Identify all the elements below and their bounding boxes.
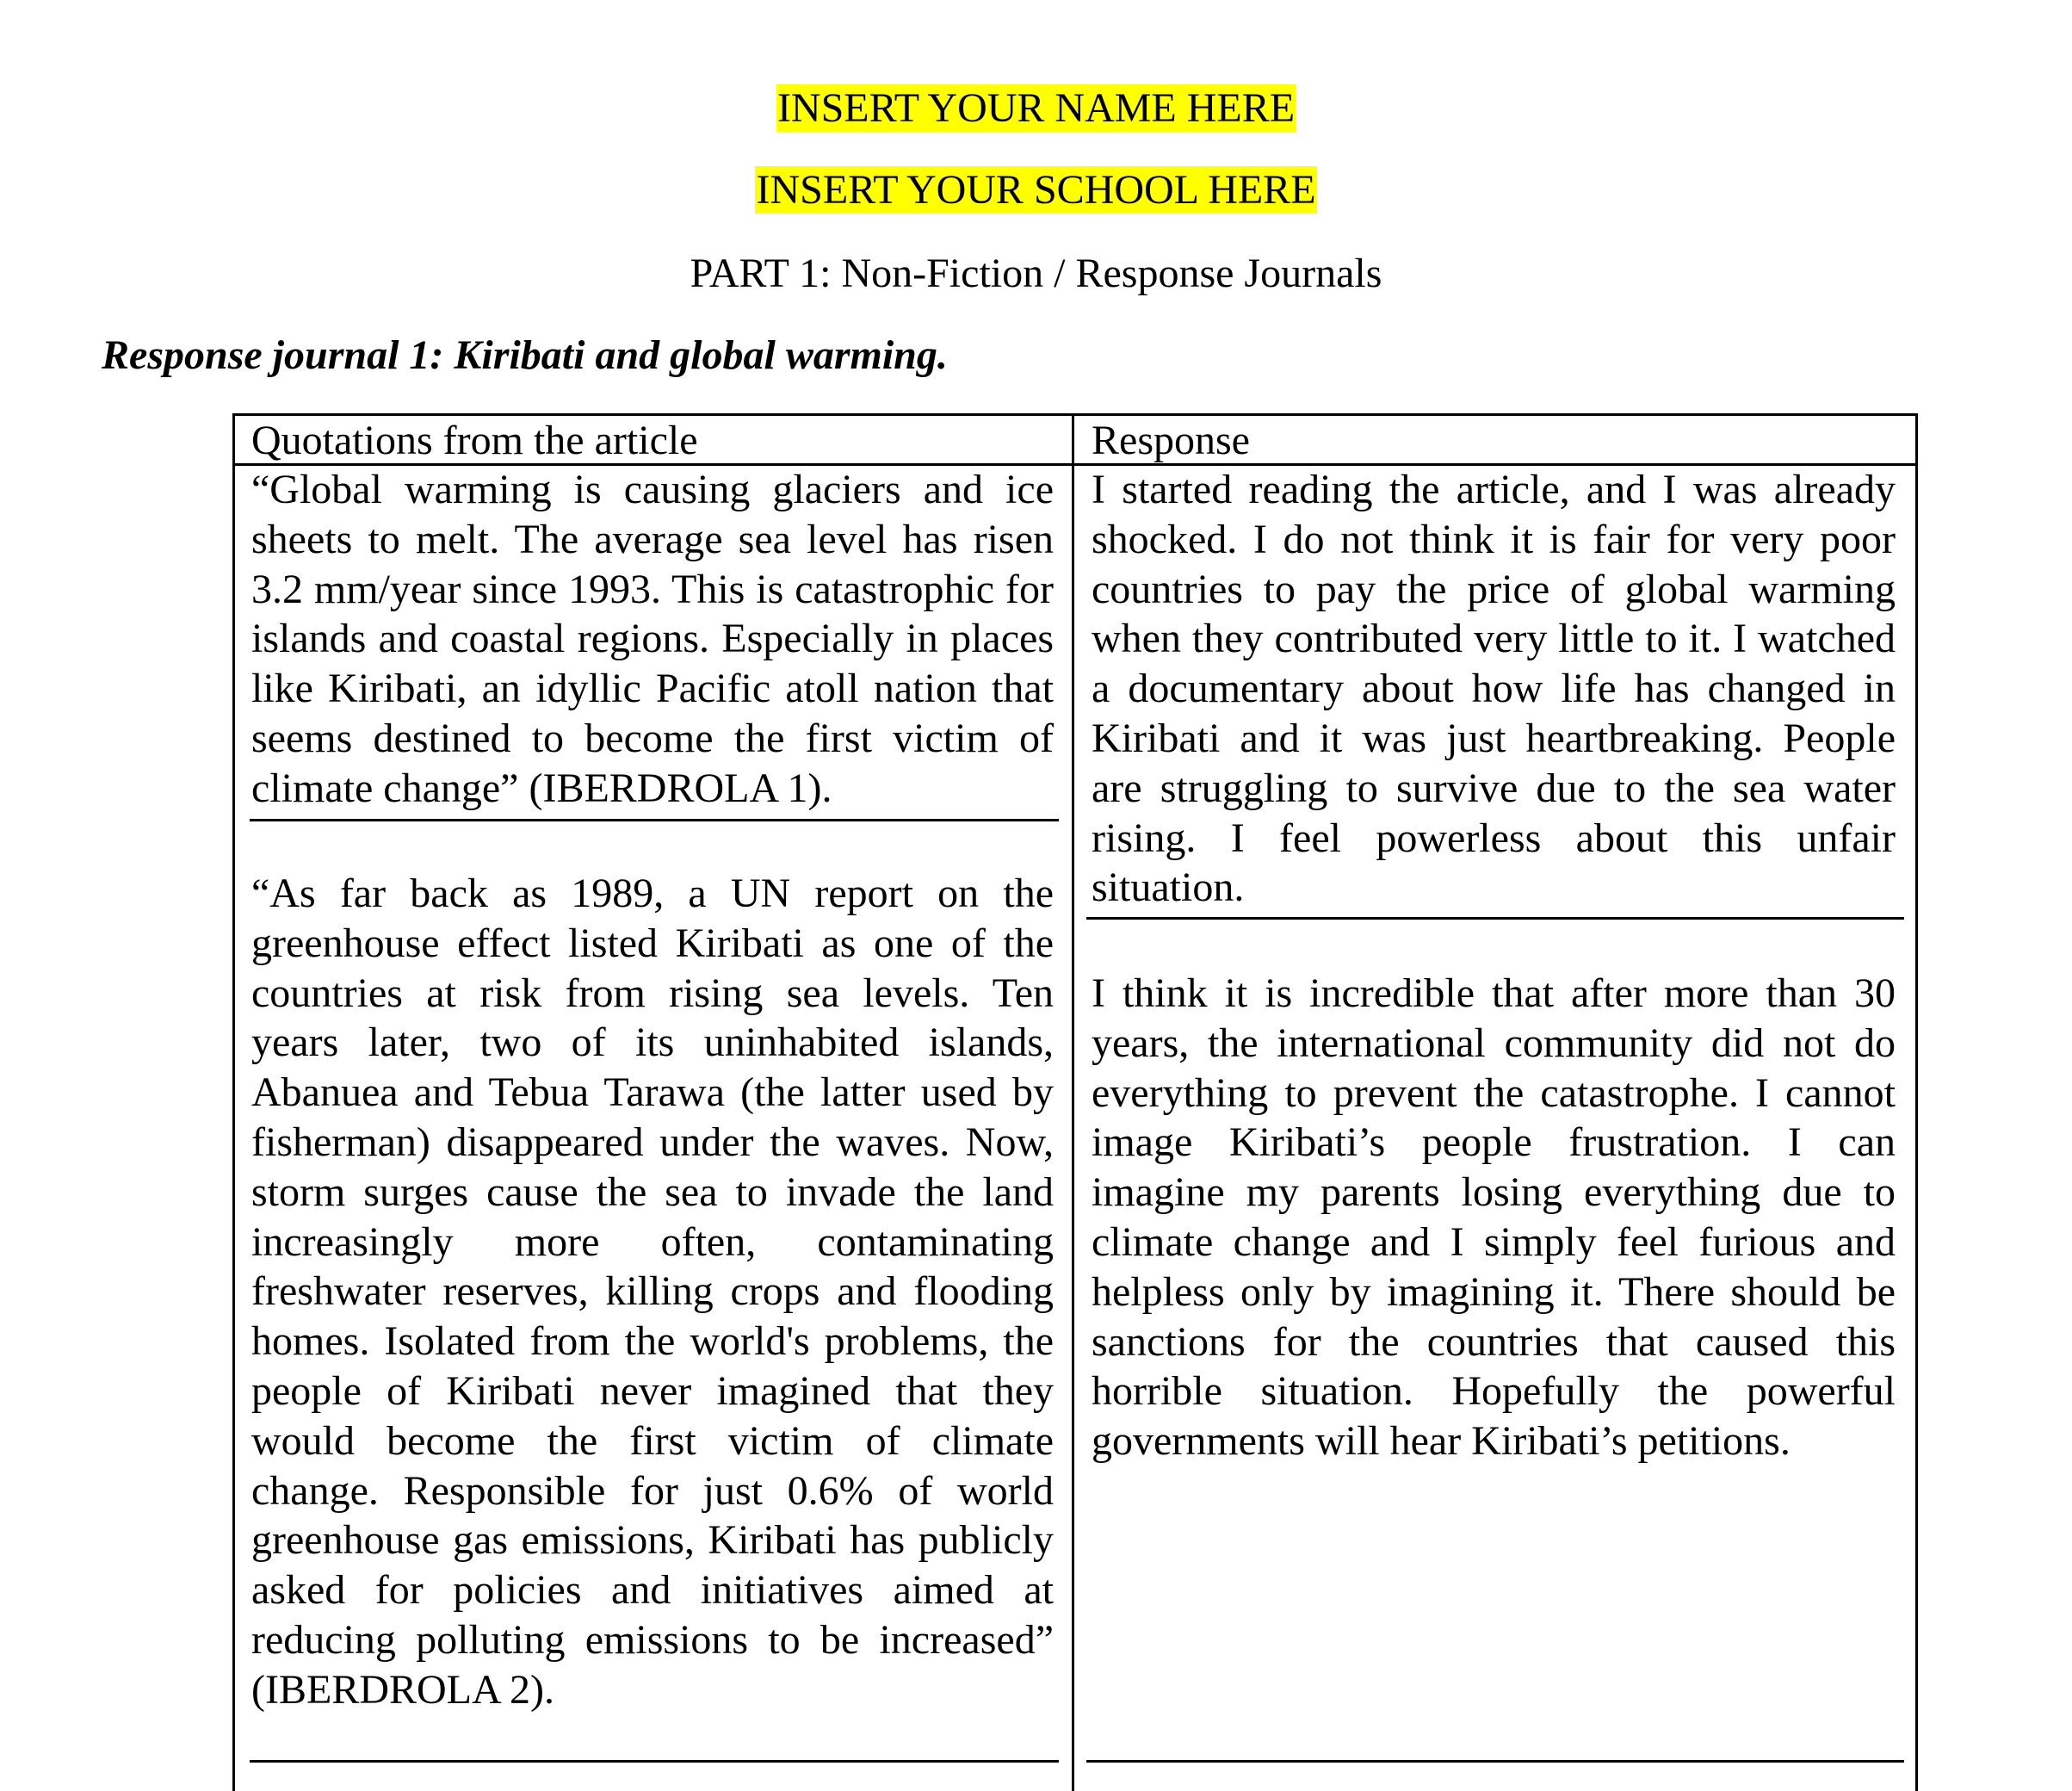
quotation-1: “Global warming is causing glaciers and ice sheets to melt. The average sea level has risen 3.2 mm/year since 1993. This is catastrophic for islands and coastal regions. Especially in places like Kiribati, an idyllic Pacific atoll nation that seems destined to become the first victim of climate change” (IBERDROLA 1). <box>251 467 1054 811</box>
school-line <box>0 166 2072 214</box>
school-placeholder: INSERT YOUR SCHOOL HERE <box>756 167 1316 213</box>
response-1: I started reading the article, and I was already shocked. I do not think it is fair for very poor countries to pay the price of global warming when they contributed very little to it. I watched a documentary about how life has changed in Kiribati and it was just heartbreaking. People are struggling to survive due to the sea water rising. I feel powerless about this unfair situation. <box>1092 467 1896 911</box>
journal-title: Response journal 1: Kiribati and global warming. <box>102 332 948 378</box>
column-header-response: Response <box>1092 418 1250 463</box>
part-title: PART 1: Non-Fiction / Response Journals <box>690 251 1382 296</box>
response-1-underline <box>1086 917 1904 920</box>
column-header-quotations: Quotations from the article <box>251 418 698 463</box>
quotation-2: “As far back as 1989, a UN report on the greenhouse effect listed Kiribati as one of the countries at risk from rising sea levels. Ten years later, two of its uninhabited islands, Abanuea and Tebua Tarawa (the latter used by fisherman) disappeared under the waves. Now, storm surges cause the sea to invade the land increasingly more often, contaminating freshwater reserves, killing crops and flooding homes. Isolated from the world's problems, the people of Kiribati never imagined that they would become the first victim of climate change. Responsible for just 0.6% of world greenhouse gas emissions, Kiribati has publicly asked for policies and initiatives aimed at reducing polluting emissions to be increased” (IBERDROLA 2). <box>251 871 1054 1713</box>
name-placeholder: INSERT YOUR NAME HERE <box>776 85 1296 131</box>
quotation-1-underline <box>250 819 1059 821</box>
name-line <box>0 84 2072 133</box>
response-2: I think it is incredible that after more than 30 years, the international community did not do everything to prevent the catastrophe. I cannot image Kiribati’s people frustration. I can imagine my parents losing everything due to climate change and I simply feel furious and helpless only by imagining it. There should be sanctions for the countries that caused this horrible situation. Hopefully the powerful governments will hear Kiribati’s petitions. <box>1092 970 1896 1465</box>
column-divider <box>1072 413 1074 1791</box>
